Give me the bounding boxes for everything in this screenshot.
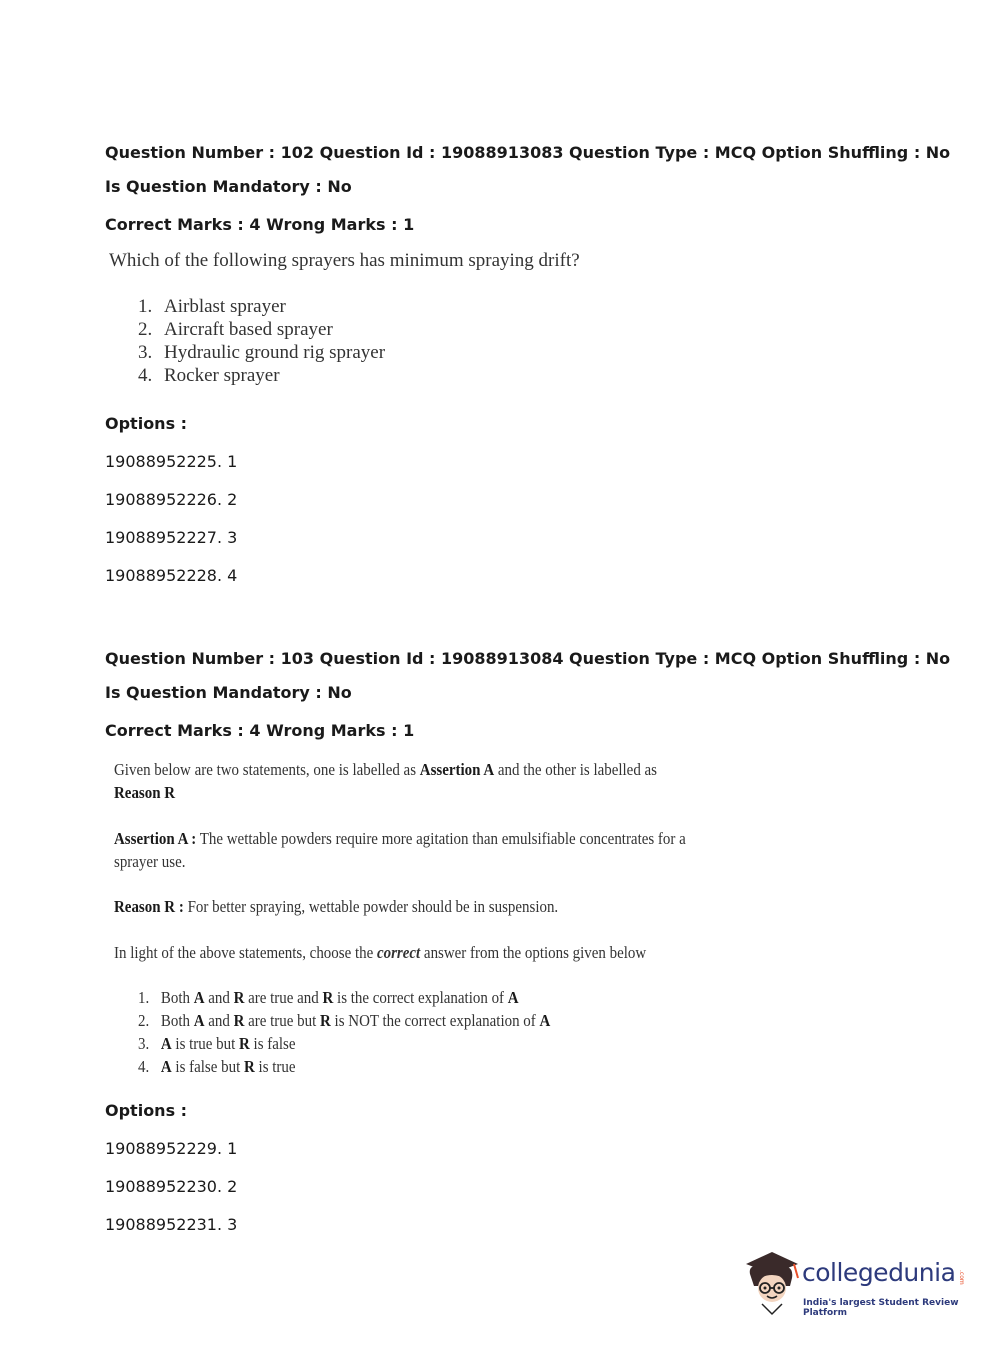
list-item: 3. Hydraulic ground rig sprayer — [138, 342, 386, 363]
q103-reason: Reason R : For better spraying, wettable powder should be in suspension. — [114, 897, 559, 916]
collegedunia-logo — [742, 1250, 972, 1320]
list-item: 1. Both A and R are true and R is the correct explanation of A — [138, 988, 519, 1007]
q103-header: Question Number : 103 Question Id : 19088913084 Question Type : MCQ Option Shuffling : No — [105, 649, 951, 668]
option-item: 19088952225. 1 — [105, 452, 238, 471]
list-item: 1. Airblast sprayer — [138, 296, 286, 317]
q103-instruction: In light of the above statements, choose the correct answer from the options given below — [114, 943, 647, 962]
q102-question-text: Which of the following sprayers has minimum spraying drift? — [109, 250, 580, 271]
q103-marks: Correct Marks : 4 Wrong Marks : 1 — [105, 721, 415, 740]
brand-name: collegedunia — [802, 1258, 956, 1287]
brand-tagline: India's largest Student Review Platform — [803, 1298, 959, 1318]
q102-options-label: Options : — [105, 414, 188, 433]
option-item: 19088952230. 2 — [105, 1177, 238, 1196]
brand-com: .com — [958, 1270, 965, 1285]
q102-mandatory: Is Question Mandatory : No — [105, 177, 352, 196]
q103-options-label: Options : — [105, 1101, 188, 1120]
option-item: 19088952226. 2 — [105, 490, 238, 509]
list-item: 3. A is true but R is false — [138, 1034, 296, 1053]
q103-mandatory: Is Question Mandatory : No — [105, 683, 352, 702]
q103-assertion: Assertion A : The wettable powders require more agitation than emulsifiable concentrates for a — [114, 829, 686, 848]
q103-assertion-line2: sprayer use. — [114, 852, 186, 871]
option-item: 19088952227. 3 — [105, 528, 238, 547]
option-item: 19088952228. 4 — [105, 566, 238, 585]
q102-marks: Correct Marks : 4 Wrong Marks : 1 — [105, 215, 415, 234]
list-item: 2. Aircraft based sprayer — [138, 319, 333, 340]
list-item: 2. Both A and R are true but R is NOT the correct explanation of A — [138, 1011, 551, 1030]
q103-intro: Given below are two statements, one is labelled as Assertion A and the other is labelled as — [114, 760, 658, 779]
q102-header: Question Number : 102 Question Id : 19088913083 Question Type : MCQ Option Shuffling : No — [105, 143, 951, 162]
option-item: 19088952231. 3 — [105, 1215, 238, 1234]
list-item: 4. A is false but R is true — [138, 1057, 296, 1076]
q103-intro-line2: Reason R — [114, 783, 176, 802]
mascot-icon — [742, 1250, 802, 1320]
option-item: 19088952229. 1 — [105, 1139, 238, 1158]
list-item: 4. Rocker sprayer — [138, 365, 280, 386]
